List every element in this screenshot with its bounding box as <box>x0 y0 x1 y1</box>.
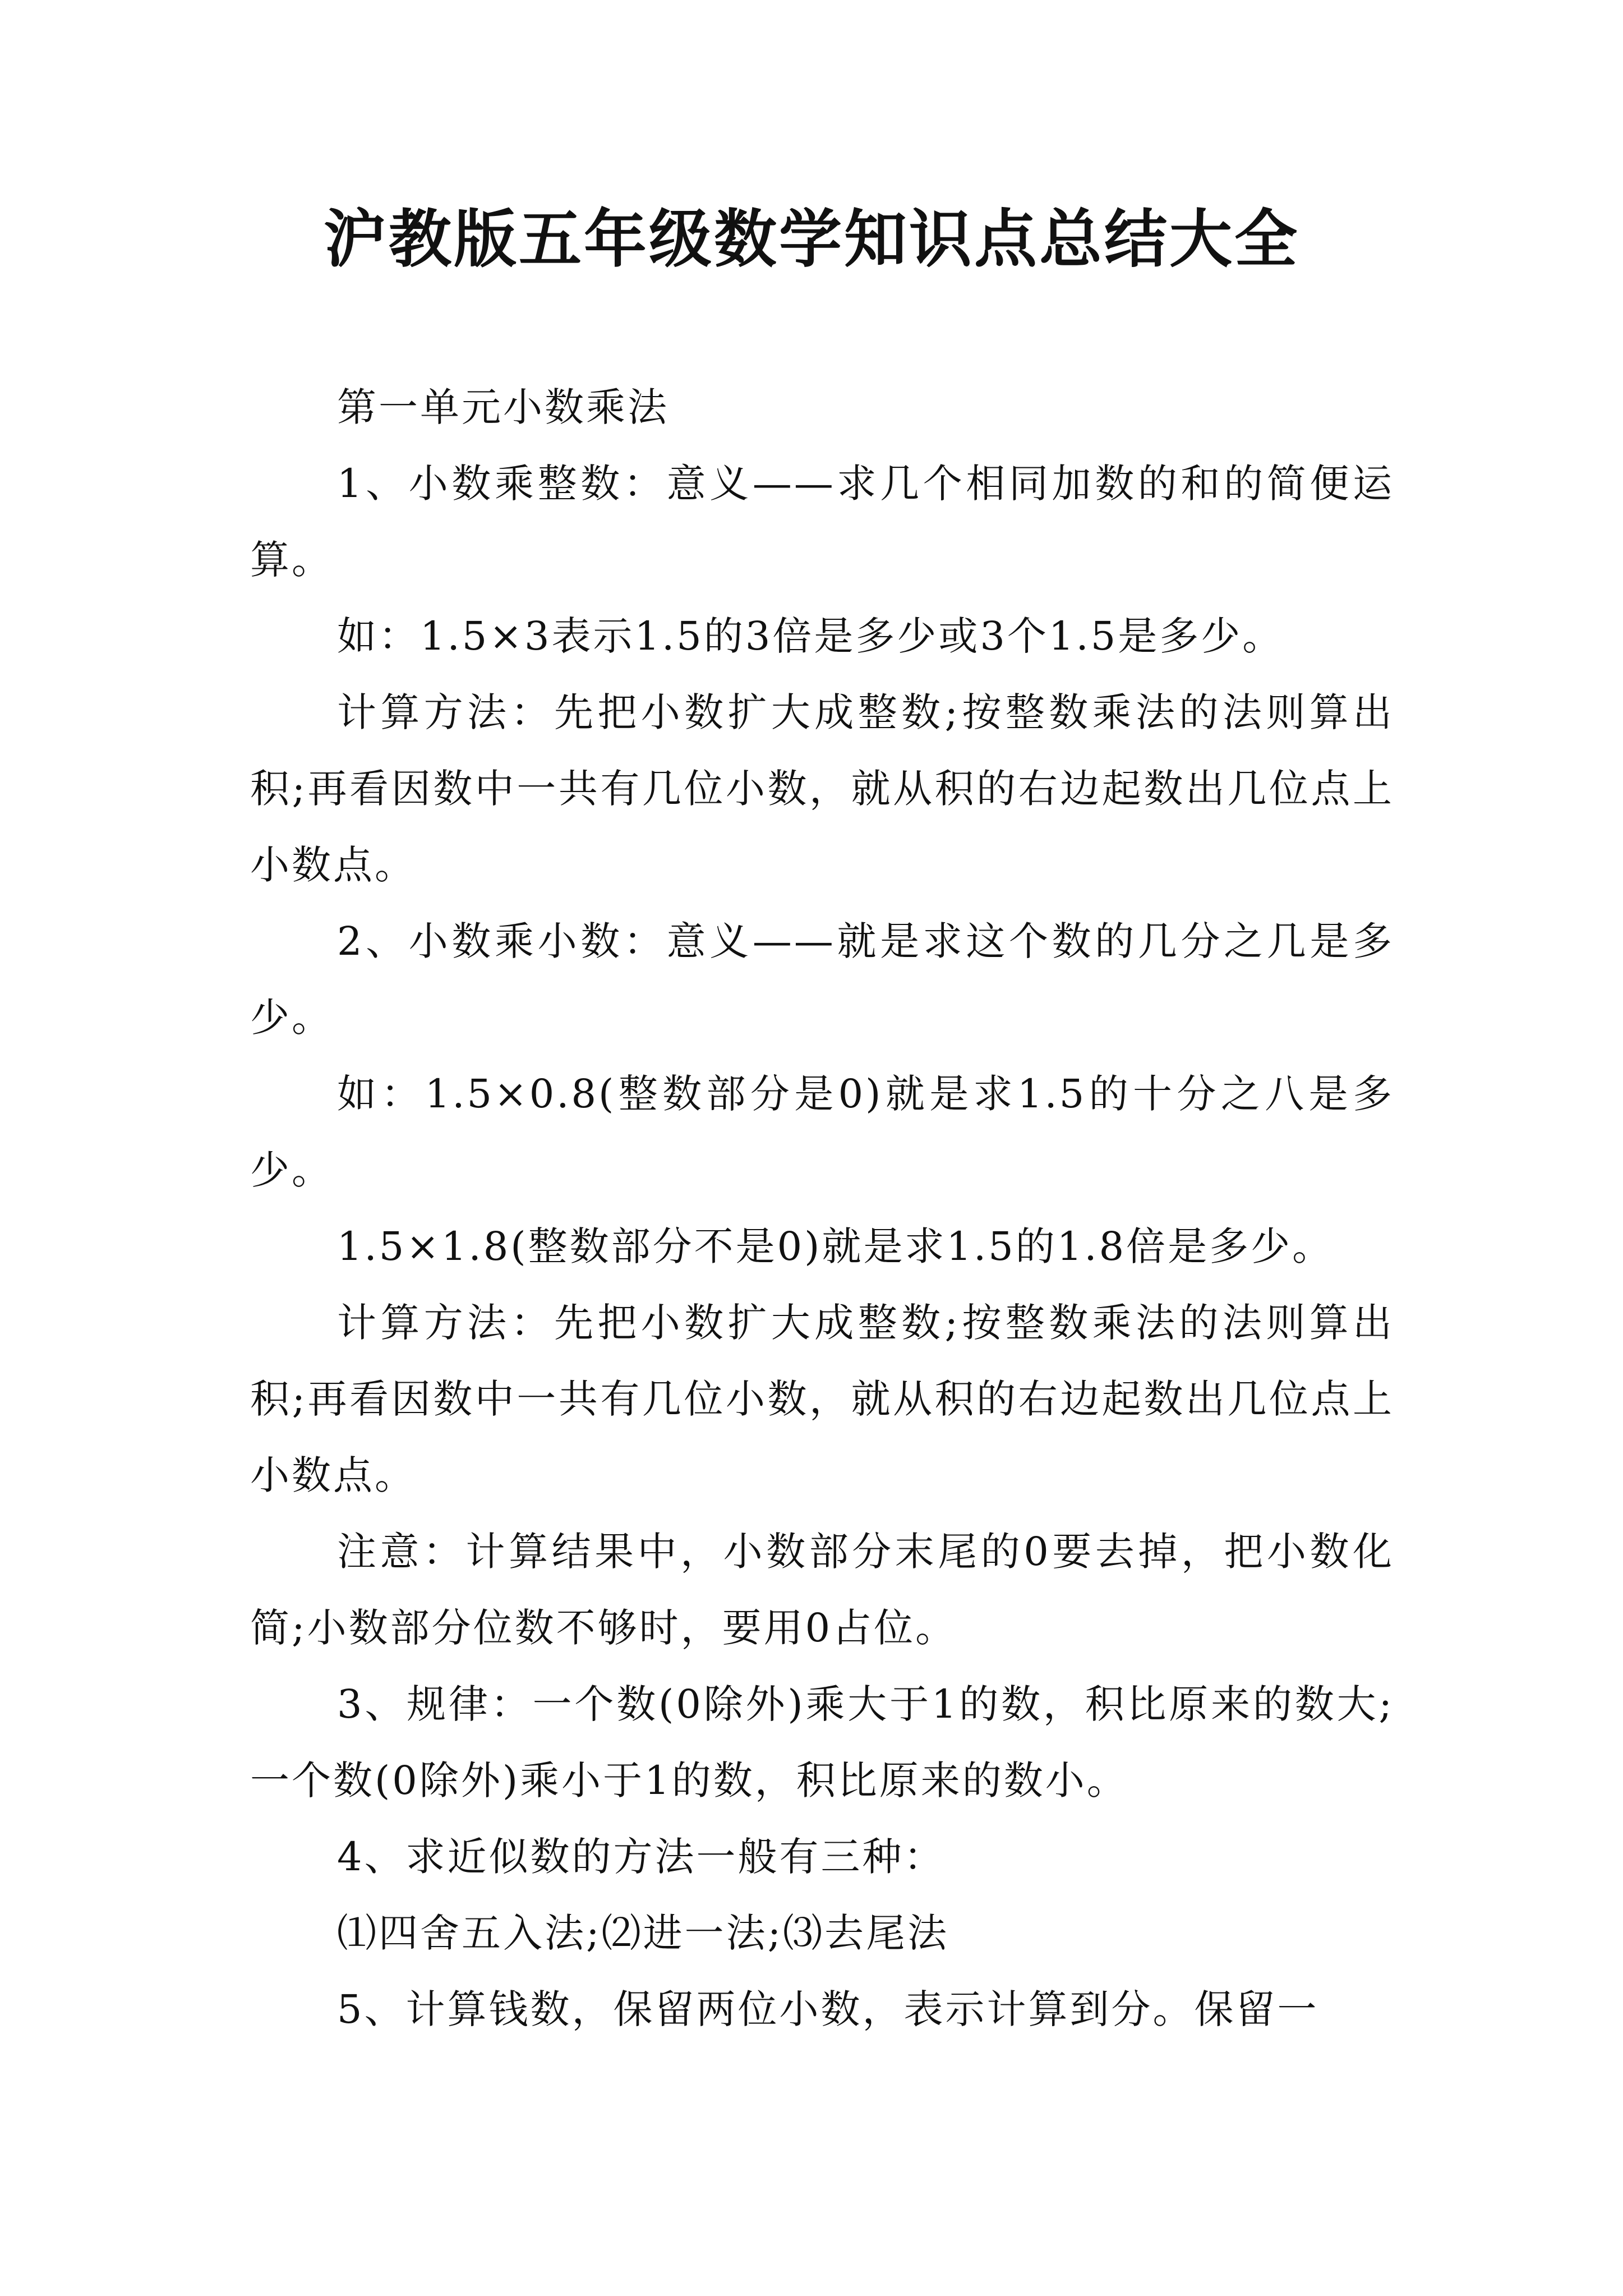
paragraph: 如：1.5×3表示1.5的3倍是多少或3个1.5是多少。 <box>337 613 1284 659</box>
paragraph: 1.5×1.8(整数部分不是0)就是求1.5的1.8倍是多少。 <box>337 1223 1334 1269</box>
paragraph: 5、计算钱数，保留两位小数，表示计算到分。保留一 <box>337 1986 1319 2032</box>
paragraph: 计算方法：先把小数扩大成整数;按整数乘法的法则算出积;再看因数中一共有几位小数，就从积的右边起数出几位点上小数点。 <box>250 689 1394 888</box>
paragraph-unit-heading: 第一单元小数乘法 <box>337 384 669 430</box>
paragraph: 2、小数乘小数：意义——就是求这个数的几分之几是多少。 <box>250 918 1394 1041</box>
document-title: 沪教版五年级数学知识点总结大全 <box>324 203 1299 276</box>
paragraph: 1、小数乘整数：意义——求几个相同加数的和的简便运算。 <box>250 461 1394 583</box>
document-body <box>250 369 1394 2047</box>
paragraph: 注意：计算结果中，小数部分末尾的0要去掉，把小数化简;小数部分位数不够时，要用0占位。 <box>250 1529 1394 1651</box>
paragraph: 计算方法：先把小数扩大成整数;按整数乘法的法则算出积;再看因数中一共有几位小数，就从积的右边起数出几位点上小数点。 <box>250 1300 1394 1498</box>
paragraph: 3、规律：一个数(0除外)乘大于1的数，积比原来的数大;一个数(0除外)乘小于1的数，积比原来的数小。 <box>250 1681 1394 1803</box>
paragraph: 4、求近似数的方法一般有三种： <box>337 1834 946 1880</box>
paragraph: ⑴四舍五入法;⑵进一法;⑶去尾法 <box>337 1910 949 1956</box>
paragraph: 如：1.5×0.8(整数部分是0)就是求1.5的十分之八是多少。 <box>250 1071 1394 1193</box>
